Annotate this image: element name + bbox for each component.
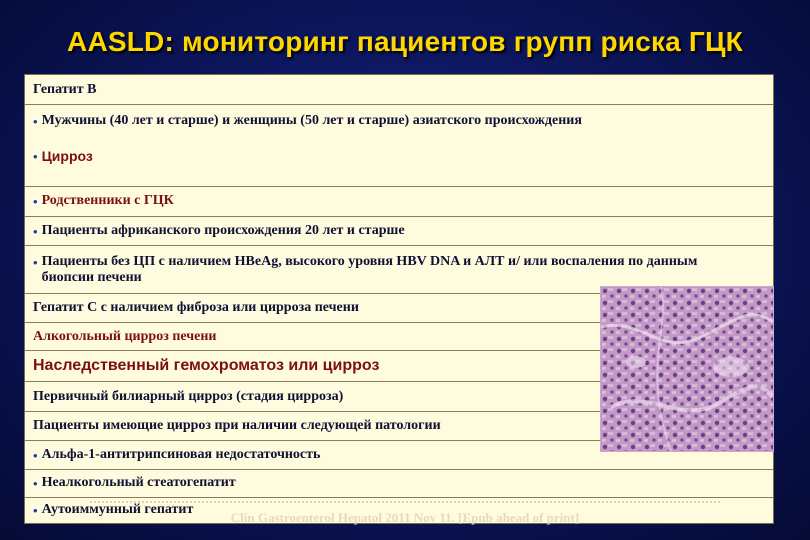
bullet-icon: •	[33, 255, 38, 270]
row-hepatitis-c: Гепатит С с наличием фиброза или цирроза печени	[33, 300, 359, 315]
row-cirrhosis: Цирроз	[41, 148, 93, 164]
table-row	[25, 187, 773, 217]
row-primary-biliary: Первичный билиарный цирроз (стадия цирроза)	[33, 388, 344, 404]
bullet-icon: •	[33, 476, 38, 491]
row-asian-origin: Мужчины (40 лет и старше) и женщины (50 лет и старше) азиатского происхождения	[41, 113, 582, 128]
row-nash: Неалкогольный стеатогепатит	[41, 475, 236, 490]
row-hepatitis-b: Гепатит B	[33, 81, 97, 97]
row-relatives: Родственники с ГЦК	[41, 193, 174, 208]
footnote-citation: Clin Gastroenterol Hepatol 2011 Nov 11. [Epub ahead of print]	[230, 510, 580, 525]
bullet-icon: •	[33, 114, 38, 129]
row-autoimmune: Аутоиммунный гепатит	[41, 502, 194, 517]
bullet-icon: •	[33, 194, 38, 209]
liver-histology-image	[600, 286, 774, 452]
row-alcoholic-cirrhosis: Алкогольный цирроз печени	[33, 328, 217, 344]
table-row	[25, 75, 773, 105]
table-row	[25, 217, 773, 246]
bullet-icon: •	[33, 447, 38, 463]
bullet-icon: •	[33, 223, 38, 239]
slide-title: AASLD: мониторинг пациентов групп риска ГЦК	[67, 26, 743, 57]
table-row	[25, 105, 773, 187]
footnote-divider	[90, 493, 720, 503]
row-hbeag: Пациенты без ЦП с наличием HBeAg, высокого уровня HBV DNA и АЛТ и/ или воспаления по данным биопсии печени	[41, 254, 698, 285]
row-hemochromatosis: Наследственный гемохроматоз или цирроз	[33, 357, 380, 374]
row-cirrhosis-pathology: Пациенты имеющие цирроз при наличии следующей патологии	[33, 418, 441, 433]
row-african-origin: Пациенты африканского происхождения 20 лет и старше	[41, 222, 405, 238]
row-alpha1: Альфа-1-антитрипсиновая недостаточность	[41, 446, 321, 462]
bullet-icon: •	[33, 503, 38, 518]
bullet-icon: •	[33, 149, 38, 164]
